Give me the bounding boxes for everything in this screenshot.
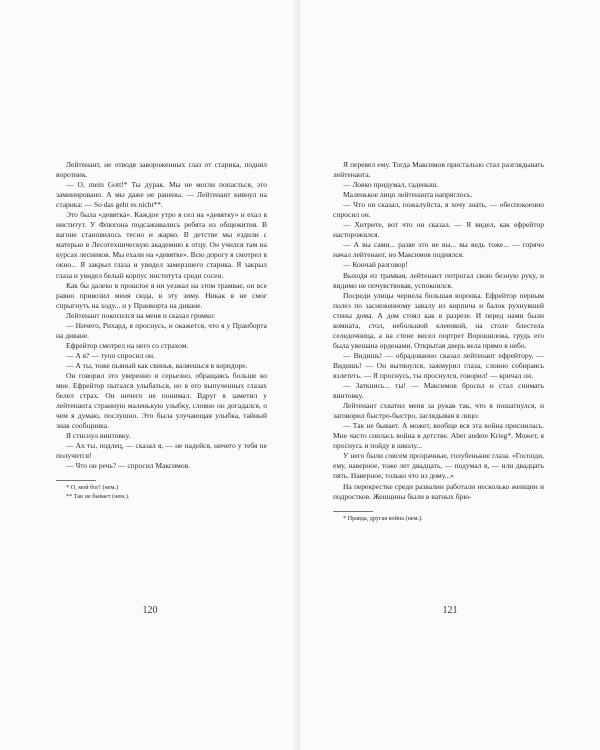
paragraph: Ефрейтор смотрел на него со страхом.	[66, 340, 189, 350]
paragraph: Я перевел ему. Тогда Максимов пристально стал разглядывать лейтенанта.	[333, 160, 544, 180]
paragraph: Он говорил это уверенно и серьезно, обращаясь больше ко мне. Ефрейтор пытался улыбаться, но в его выпученных глазах белел страх. Он ничего не понимал. Вдруг я заметил у лейтенанта странную маленькую улыбку, словно он догадался, о чем я думаю, послушно. Это была улучающая улыбка, тайный знак сообщника.	[56, 370, 267, 431]
paragraph: На перекрестке среди развалин работали несколько женщин и подростков. Женщины были в ватных брю-	[333, 481, 544, 501]
paragraph: — Заткнись... ты! — Максимов бросил и стал снимать винтовку.	[333, 381, 544, 401]
right-page	[300, 0, 600, 750]
footnote-divider	[333, 511, 373, 512]
paragraph: — Кончай разговор!	[343, 260, 408, 270]
paragraph: — А вы сами... разве это не вы... вы ведь тоже... — горячо начал лейтенант, но Максимов поднялся.	[333, 240, 544, 260]
footnote: ** Так не бывает (нем.).	[66, 493, 130, 501]
paragraph: — Ловко придумал, гаденыш.	[343, 180, 439, 190]
paragraph: Посреди улицы чернела большая воронка. Ефрейтор первым полез по заснеженному завалу из кирпича и балок рухнувшей стены дома. А дом стоял как в разрезе. И перед нами были комната, стол, небольшой клеенкой, на столе блестела селедочница, а на стене висел портрет Ворошилова, грудь его была увешана орденами. Открытая дверь вела прямо в небо.	[333, 290, 544, 350]
paragraph: — Ах ты, подлец, — сказал я, — не надейся, ничего у тебя не получится!	[56, 441, 267, 461]
paragraph: Это была «девятка». Каждое утро я сел на «девятку» и ехал в институт. У Флюгона подсаживались ребята из общежития. В вагоне становилось тесно и жарко. В детстве мы ездили с матерью в Лесотехническую академию к отцу. Он учился там на курсах лесников. Мы ехали на «девятке». Всю дорогу я смотрел в окно... Я закрыл глаза и увидел замерзшего старика. Я закрыл глаза и увидел белый корпус института среди сосен.	[56, 210, 267, 280]
paragraph: — А ты, тоже пьяный как свинья, валяешься в коридоре.	[66, 360, 248, 370]
paragraph: — Видишь! — обрадованно сказал лейтенант ефрейтору. — Видишь! — Он вытянулся, зажмурил глаза, словно собираясь взлететь. — Я проснусь, ты проснулся, говорил! — кричал он.	[333, 350, 544, 380]
paragraph: Маленькое лицо лейтенанта напряглось.	[343, 190, 473, 200]
paragraph: — Так не бывает. А может, вообще вся эта война приснилась. Мне часто снилась война в детстве. Aber andere Krieg*. Может, я проснусь и пойду в школу...	[333, 421, 544, 451]
page-number: 121	[442, 605, 458, 616]
paragraph: — О, mein Gott!* Ты дурак. Мы не могли попасться, это заминировано. А мы даже не ранены. — Лейтенант кивнул на старика: — So das geht es nicht**.	[56, 180, 267, 210]
right-text-column	[333, 160, 544, 523]
paragraph: Как бы далеко в прошлое я ни уезжал на этом трамвае, он все равно привозил меня сюда, в эту зиму. Никак я не смог спрыгнуть на ходу... и у Пранкорта на диване.	[56, 280, 267, 310]
paragraph: — А я? — тупо спросил он.	[66, 350, 155, 360]
footnote: * О, мой бог! (нем.)	[66, 484, 119, 492]
paragraph: — Что он сказал, пожалуйста, я хочу знать, — обеспокоенно спросил он.	[333, 200, 544, 220]
paragraph: — Хитрите, вот что он сказал. — Я видел, как ефрейтор насторожился.	[333, 220, 544, 240]
paragraph: Лейтенант схватил меня за рукав так, что я пошатнулся, и заговорил быстро-быстро, заглядывая в лицо:	[333, 401, 544, 421]
paragraph: Лейтенант, не отводя завороженных глаз от старика, поднял воротник.	[56, 160, 267, 180]
paragraph: Выходя из трамвая, лейтенант потрогал свою безную руку, и видимо не почувствовав, успокоился.	[333, 270, 544, 290]
footnote: * Правда, другая война (нем.).	[343, 514, 423, 522]
paragraph: Я стиснул винтовку.	[66, 431, 131, 441]
paragraph: — Что он речь? — спросил Максимов.	[66, 461, 191, 471]
paragraph: У него были совсем прозрачные, голубенькие глаза. «Господи, ему, наверное, тоже лет двадцать, — подумал я, — или двадцать пять. Наверное, только что из дому...»	[333, 451, 544, 481]
left-text-column	[56, 160, 267, 502]
footnote-divider	[56, 480, 96, 481]
paragraph: Лейтенант покосился на меня и сказал громко:	[66, 310, 216, 320]
page-number: 120	[142, 605, 158, 616]
paragraph: — Ничего, Рихард, я проснусь, и окажется, что я у Пранборта на диване.	[56, 320, 267, 340]
